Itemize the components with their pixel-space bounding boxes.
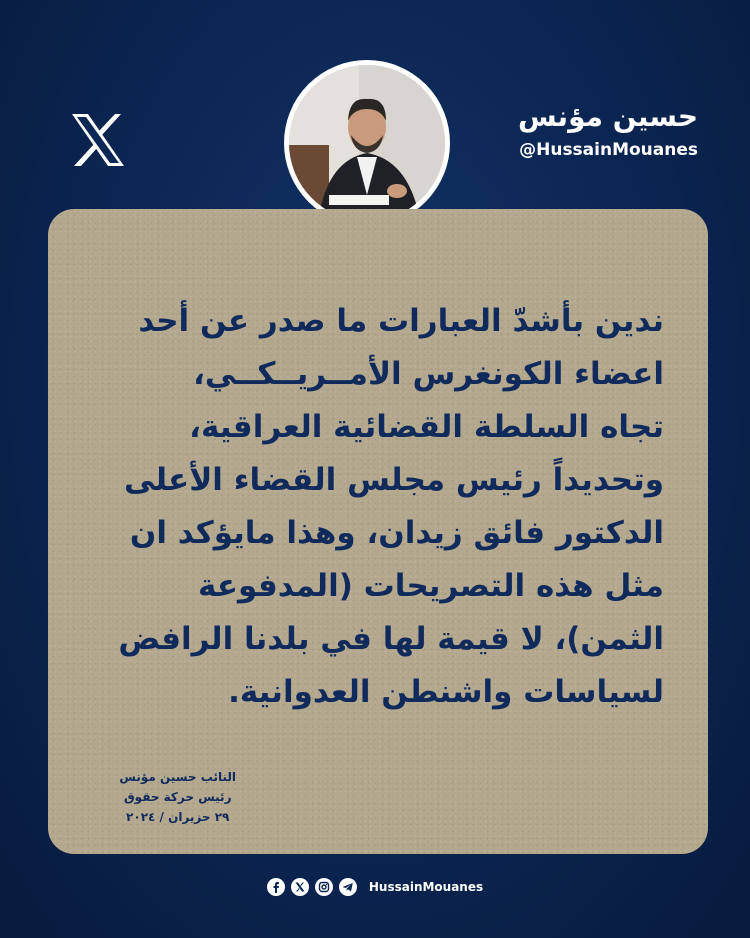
profile-name: حسين مؤنس xyxy=(517,100,698,133)
statement-line: تجاه السلطة القضائية العراقية، xyxy=(189,409,664,445)
signature-date: ٢٩ حزيران / ٢٠٢٤ xyxy=(126,810,230,824)
profile-name-block xyxy=(518,100,698,160)
signature-role: رئيس حركة حقوق xyxy=(123,790,232,804)
profile-handle: @HussainMouanes xyxy=(519,140,698,160)
x-logo-icon xyxy=(66,108,130,172)
statement-line: اعضاء الكونغرس الأمــريــكــي، xyxy=(193,356,664,392)
footer-handle: HussainMouanes xyxy=(368,880,484,894)
statement-text xyxy=(74,295,664,719)
instagram-icon[interactable] xyxy=(315,878,333,896)
facebook-icon[interactable] xyxy=(267,878,285,896)
statement-line: الثمن)، لا قيمة لها في بلدنا الرافض xyxy=(118,621,664,657)
signature-title: النائب حسين مؤنس xyxy=(119,770,236,784)
statement-line: لسياسات واشنطن العدوانية. xyxy=(228,674,664,710)
x-icon[interactable] xyxy=(291,878,309,896)
telegram-icon[interactable] xyxy=(339,878,357,896)
footer-social xyxy=(0,876,750,898)
statement-card xyxy=(48,209,708,854)
statement-line: وتحديداً رئيس مجلس القضاء الأعلى xyxy=(124,462,664,498)
signature-block xyxy=(119,767,236,827)
statement-line: مثل هذه التصريحات (المدفوعة xyxy=(198,568,664,604)
profile-avatar xyxy=(284,60,450,226)
statement-line: ندين بأشدّ العبارات ما صدر عن أحد xyxy=(138,303,664,339)
statement-line: الدكتور فائق زيدان، وهذا مايؤكد ان xyxy=(129,515,664,551)
